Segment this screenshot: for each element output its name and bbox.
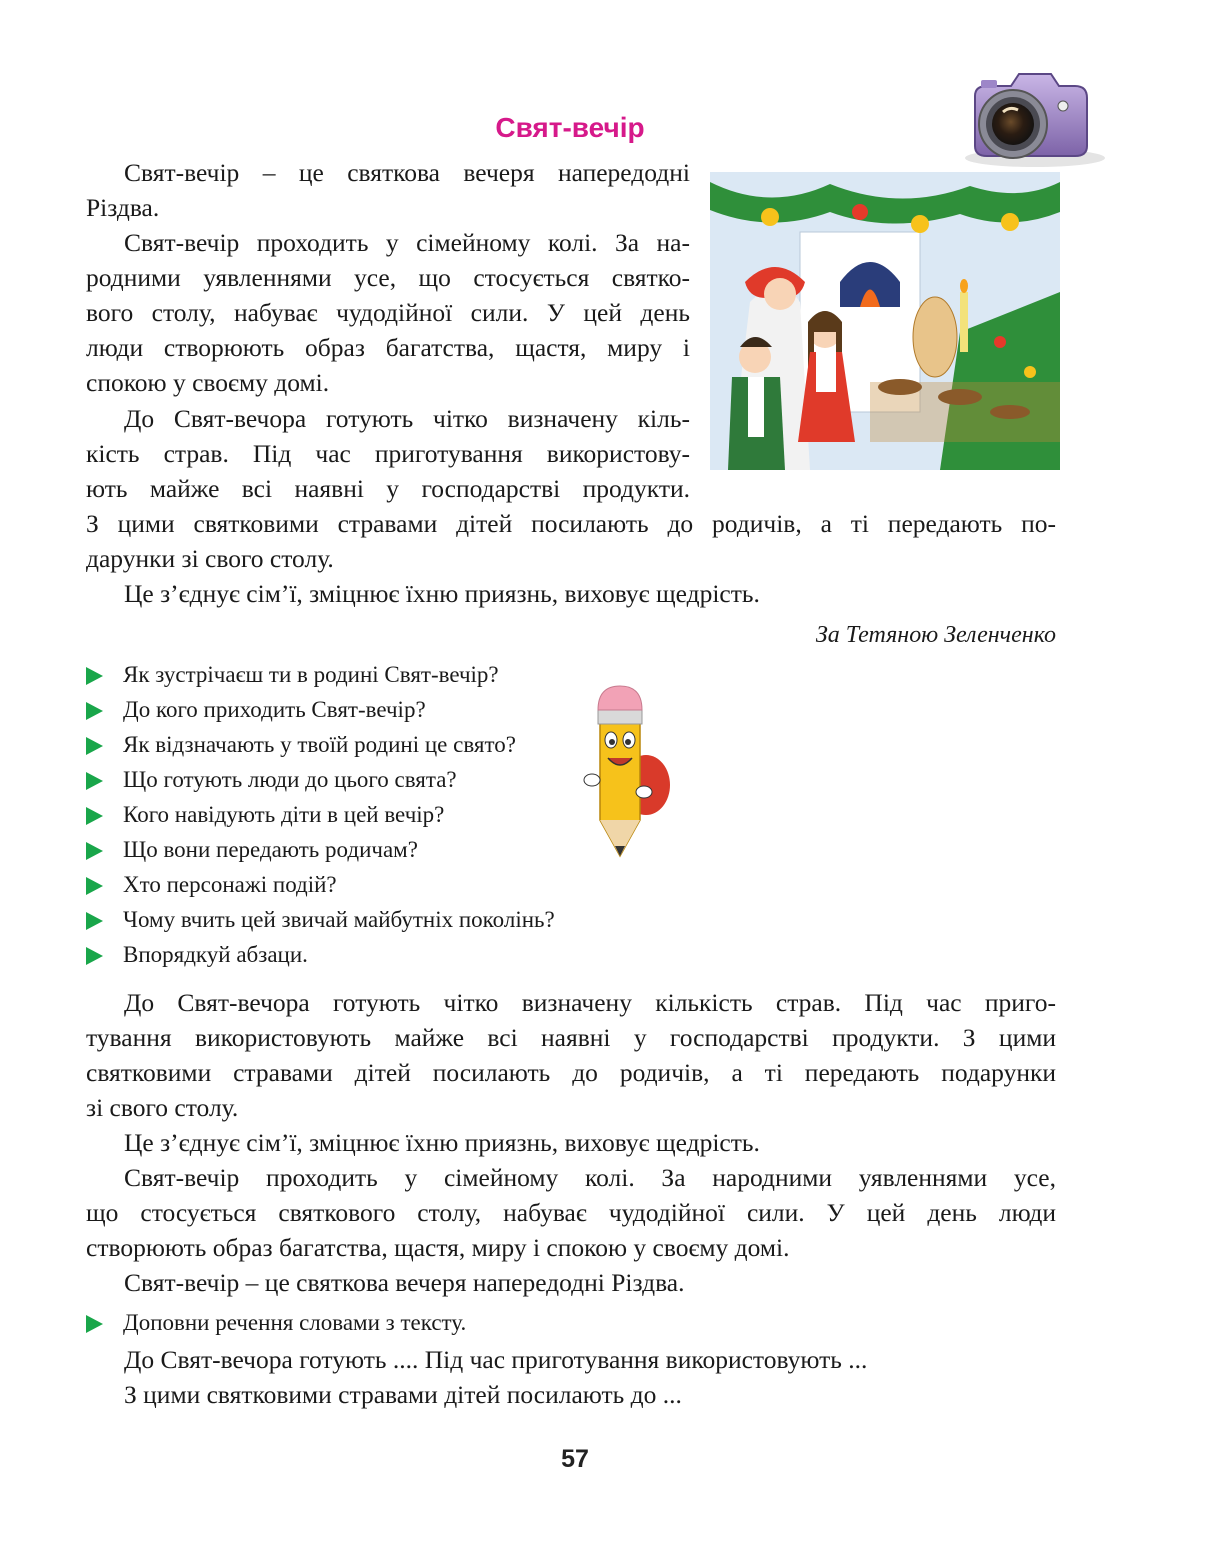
text-line: дарунки зі свого столу. [86,544,334,573]
question-item: Чому вчить цей звичай майбутніх поколінь? [86,905,555,935]
bullet-triangle-icon [86,667,103,685]
bullet-triangle-icon [86,842,103,860]
question-item: Кого навідують діти в цей вечір? [86,800,444,830]
bullet-triangle-icon [86,912,103,930]
text-line: Це з’єднує сім’ї, зміцнює їхню приязнь, виховує щедрість. [124,1128,760,1157]
bullet-triangle-icon [86,1315,103,1333]
christmas-eve-illustration [710,172,1060,470]
text-line: Свят-вечір – це святкова вечеря напередодні Різдва. [124,1268,685,1297]
text-line: Свят-вечір – це святкова вечеря напередодні [124,158,690,187]
text-line: кість страв. Під час приготування використову- [86,439,690,468]
question-item: Що вони передають родичам? [86,835,418,865]
task-line: До Свят-вечора готують .... Під час приготування використовують ... [124,1345,868,1374]
bullet-triangle-icon [86,947,103,965]
text-line: спокою у своєму домі. [86,368,330,397]
question-item: Як відзначають у твоїй родині це свято? [86,730,516,760]
bullet-triangle-icon [86,807,103,825]
text-line: Різдва. [86,193,160,222]
text-line: З цими святковими стравами дітей посилають до родичів, а ті передають по- [86,509,1056,538]
text-line: Свят-вечір проходить у сімейному колі. За народними уявленнями усе, [124,1163,1056,1192]
text-line: люди створюють образ багатства, щастя, миру і [86,333,690,362]
bullet-triangle-icon [86,772,103,790]
text-line: родними уявленнями усе, що стосується святко- [86,263,690,292]
page-title: Свят-вечір [495,112,645,143]
text-line: До Свят-вечора готують чітко визначену кількість страв. Під час приго- [124,988,1056,1017]
page-number: 57 [561,1445,589,1473]
text-line: тування використовують майже всі наявні у господарстві продукти. З цими [86,1023,1056,1052]
camera-icon [955,66,1110,171]
pencil-mascot-icon [578,680,678,858]
question-item: Що готують люди до цього свята? [86,765,457,795]
text-line: Це з’єднує сім’ї, зміцнює їхню приязнь, виховує щедрість. [124,579,760,608]
author-attribution: За Тетяною Зеленченко [815,622,1056,648]
task-item: Доповни речення словами з тексту. [86,1308,466,1338]
bullet-triangle-icon [86,737,103,755]
text-line: святковими стравами дітей посилають до родичів, а ті передають подарунки [86,1058,1056,1087]
question-item: До кого приходить Свят-вечір? [86,695,426,725]
question-item: Хто персонажі подій? [86,870,337,900]
question-item: Як зустрічаєш ти в родині Свят-вечір? [86,660,499,690]
question-item: Впорядкуй абзаци. [86,940,308,970]
text-line: зі свого столу. [86,1093,239,1122]
task-line: З цими святковими стравами дітей посилають до ... [124,1380,682,1409]
bullet-triangle-icon [86,877,103,895]
text-line: що стосується святкового столу, набуває чудодійної сили. У цей день люди [86,1198,1056,1227]
text-line: вого столу, набуває чудодійної сили. У цей день [86,298,690,327]
text-line: До Свят-вечора готують чітко визначену кіль- [124,404,690,433]
text-line: створюють образ багатства, щастя, миру і спокою у своєму домі. [86,1233,790,1262]
text-line: ють майже всі наявні у господарстві продукти. [86,474,690,503]
text-line: Свят-вечір проходить у сімейному колі. За на- [124,228,690,257]
bullet-triangle-icon [86,702,103,720]
